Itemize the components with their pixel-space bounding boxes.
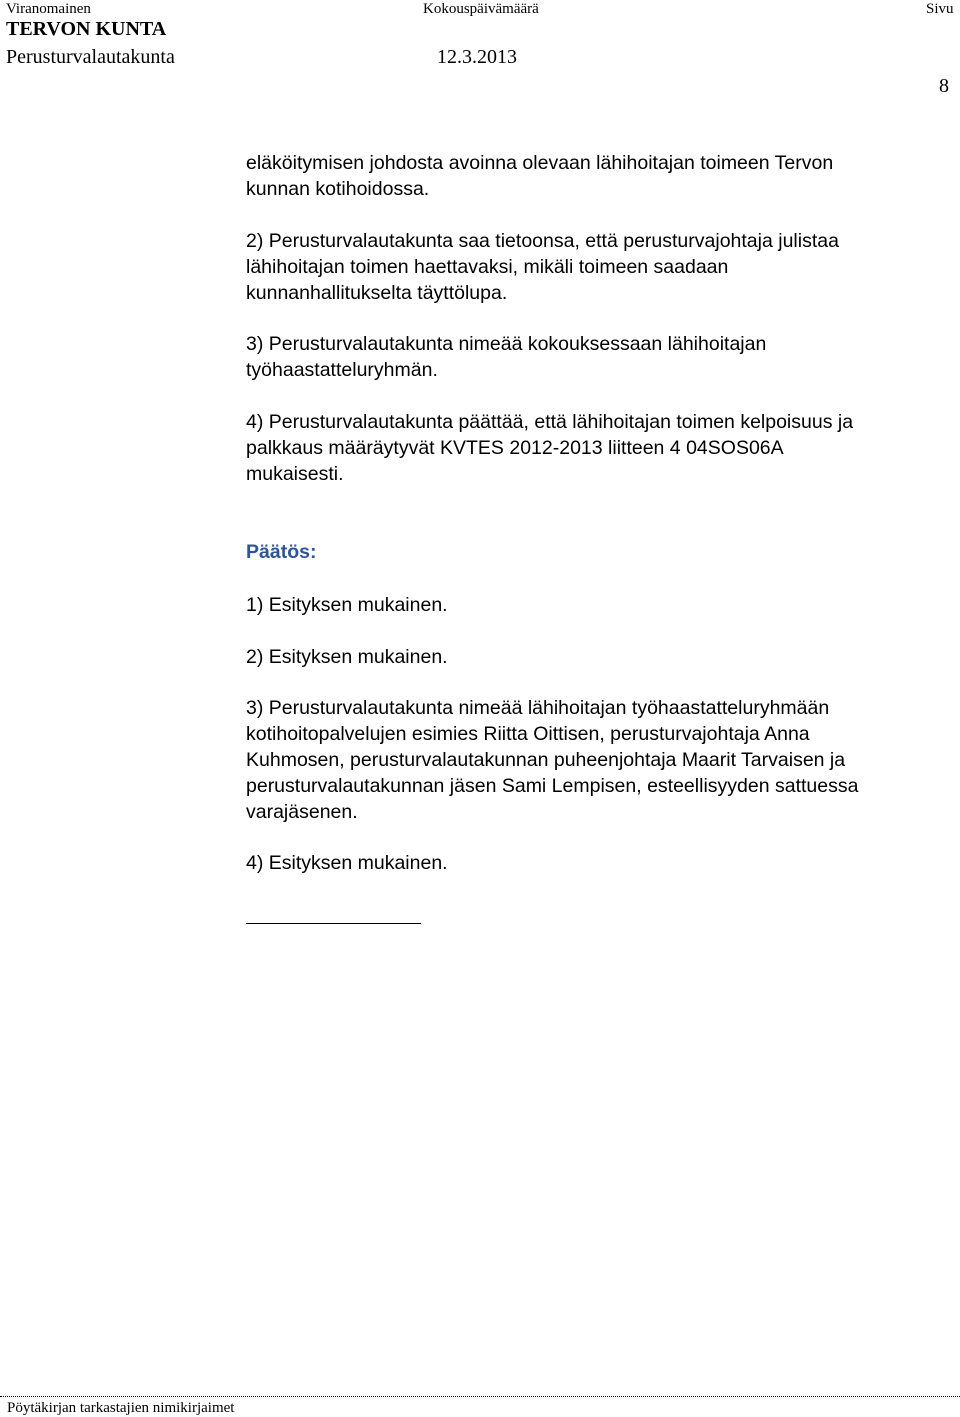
signature-line [246,923,421,924]
decision-3-line: perusturvalautakunnan jäsen Sami Lempisen, esteellisyyden sattuessa [246,775,859,797]
decision-heading: Päätös: [246,541,317,563]
decision-3-line: kotihoitopalvelujen esimies Riitta Oittisen, perusturvajohtaja Anna [246,723,810,745]
proposal-3-line: 3) Perusturvalautakunta nimeää kokouksessaan lähihoitajan [246,333,767,355]
header-organization: TERVON KUNTA [6,18,167,40]
proposal-3-line: työhaastatteluryhmän. [246,359,438,381]
intro-line: kunnan kotihoidossa. [246,178,430,200]
decision-4-paragraph [246,850,952,876]
decision-1-paragraph [246,592,952,618]
decision-3-line: varajäsenen. [246,801,358,823]
decision-heading-block [246,539,952,565]
decision-2-line: 2) Esityksen mukainen. [246,646,448,668]
proposal-4-line: mukaisesti. [246,463,344,485]
header-kokouspaivamaara-label: Kokouspäivämäärä [423,1,539,17]
proposal-3-paragraph [246,331,952,383]
proposal-4-paragraph [246,409,952,487]
decision-4-line: 4) Esityksen mukainen. [246,852,448,874]
page-number: 8 [939,75,949,97]
header-sivu-label: Sivu [926,1,954,17]
proposal-2-paragraph [246,228,952,306]
header-meeting-date: 12.3.2013 [437,46,517,68]
footer-divider [0,1396,960,1397]
header-authority: Perusturvalautakunta [6,46,175,68]
header-viranomainen-label: Viranomainen [6,1,91,17]
decision-2-paragraph [246,644,952,670]
decision-3-line: Kuhmosen, perusturvalautakunnan puheenjohtaja Maarit Tarvaisen ja [246,749,846,771]
proposal-2-line: lähihoitajan toimen haettavaksi, mikäli toimeen saadaan [246,256,729,278]
proposal-2-line: 2) Perusturvalautakunta saa tietoonsa, että perusturvajohtaja julistaa [246,230,839,252]
proposal-4-line: 4) Perusturvalautakunta päättää, että lähihoitajan toimen kelpoisuus ja [246,411,854,433]
footer-text: Pöytäkirjan tarkastajien nimikirjaimet [7,1400,235,1416]
decision-3-paragraph [246,695,952,825]
decision-1-line: 1) Esityksen mukainen. [246,594,448,616]
proposal-4-line: palkkaus määräytyvät KVTES 2012-2013 liitteen 4 04SOS06A [246,437,784,459]
intro-line: eläköitymisen johdosta avoinna olevaan lähihoitajan toimeen Tervon [246,152,834,174]
decision-3-line: 3) Perusturvalautakunta nimeää lähihoitajan työhaastatteluryhmään [246,697,830,719]
proposal-2-line: kunnanhallitukselta täyttölupa. [246,282,508,304]
intro-paragraph [246,150,952,202]
